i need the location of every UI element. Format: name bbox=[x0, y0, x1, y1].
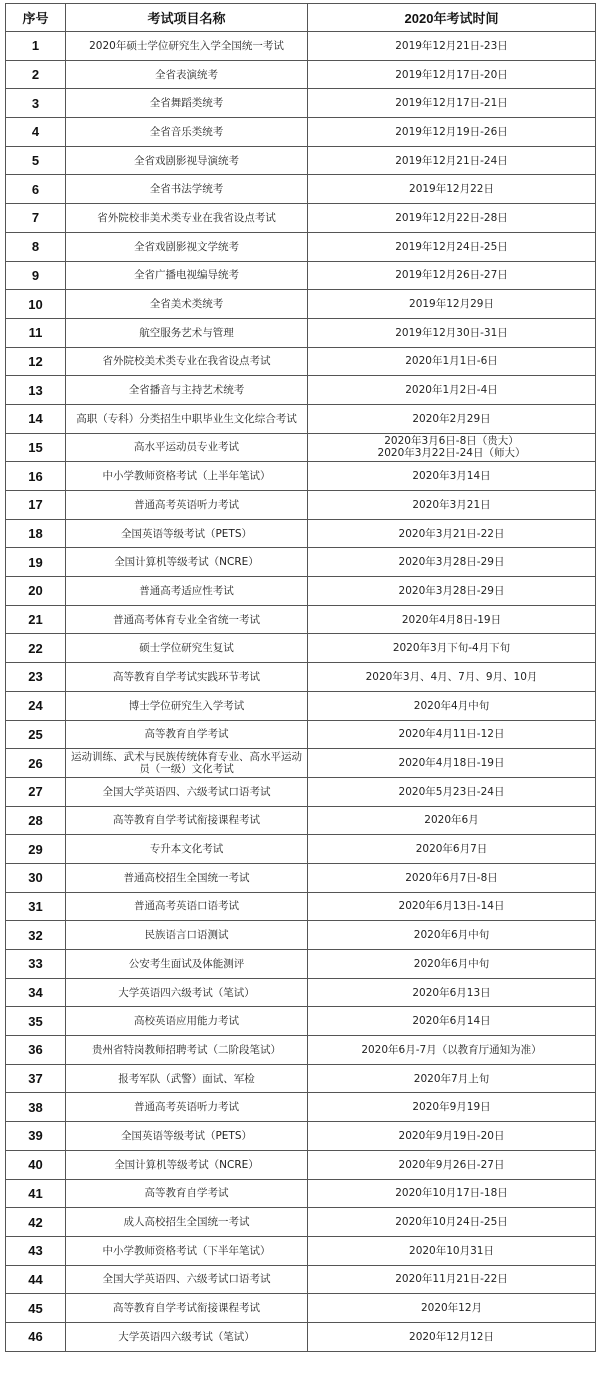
row-number: 24 bbox=[6, 691, 66, 720]
table-row bbox=[6, 1150, 596, 1179]
row-number: 16 bbox=[6, 462, 66, 491]
exam-date: 2020年9月19日-20日 bbox=[308, 1122, 596, 1151]
exam-date: 2020年3月6日-8日（贵大） 2020年3月22日-24日（师大） bbox=[308, 433, 596, 462]
row-number: 35 bbox=[6, 1007, 66, 1036]
exam-name: 中小学教师资格考试（下半年笔试） bbox=[66, 1236, 308, 1265]
row-number: 45 bbox=[6, 1294, 66, 1323]
exam-name: 全国英语等级考试（PETS） bbox=[66, 519, 308, 548]
table-row bbox=[6, 290, 596, 319]
exam-date: 2019年12月21日-23日 bbox=[308, 32, 596, 61]
exam-date: 2020年6月7日-8日 bbox=[308, 863, 596, 892]
exam-date: 2020年2月29日 bbox=[308, 404, 596, 433]
exam-date: 2020年3月28日-29日 bbox=[308, 577, 596, 606]
table-row bbox=[6, 60, 596, 89]
exam-name: 普通高考体育专业全省统一考试 bbox=[66, 605, 308, 634]
exam-name: 高等教育自学考试衔接课程考试 bbox=[66, 806, 308, 835]
exam-name: 硕士学位研究生复试 bbox=[66, 634, 308, 663]
row-number: 8 bbox=[6, 232, 66, 261]
exam-name: 2020年硕士学位研究生入学全国统一考试 bbox=[66, 32, 308, 61]
exam-date: 2020年4月中旬 bbox=[308, 691, 596, 720]
exam-date: 2020年6月中旬 bbox=[308, 950, 596, 979]
table-row bbox=[6, 1294, 596, 1323]
exam-name: 高等教育自学考试实践环节考试 bbox=[66, 663, 308, 692]
exam-name: 高校英语应用能力考试 bbox=[66, 1007, 308, 1036]
table-row bbox=[6, 32, 596, 61]
table-row bbox=[6, 806, 596, 835]
table-row bbox=[6, 777, 596, 806]
exam-name: 贵州省特岗教师招聘考试（二阶段笔试） bbox=[66, 1036, 308, 1065]
exam-name: 高水平运动员专业考试 bbox=[66, 433, 308, 462]
row-number: 41 bbox=[6, 1179, 66, 1208]
table-row bbox=[6, 519, 596, 548]
exam-name: 航空服务艺术与管理 bbox=[66, 318, 308, 347]
exam-date: 2020年4月8日-19日 bbox=[308, 605, 596, 634]
header-number: 序号 bbox=[6, 4, 66, 32]
exam-date: 2020年6月-7月（以教育厅通知为准） bbox=[308, 1036, 596, 1065]
row-number: 12 bbox=[6, 347, 66, 376]
exam-name: 博士学位研究生入学考试 bbox=[66, 691, 308, 720]
exam-name: 运动训练、武术与民族传统体育专业、高水平运动员（一级）文化考试 bbox=[66, 749, 308, 778]
exam-name: 全国大学英语四、六级考试口语考试 bbox=[66, 1265, 308, 1294]
exam-name: 全省播音与主持艺术统考 bbox=[66, 376, 308, 405]
exam-name: 全国英语等级考试（PETS） bbox=[66, 1122, 308, 1151]
table-row bbox=[6, 1179, 596, 1208]
table-row bbox=[6, 1208, 596, 1237]
row-number: 15 bbox=[6, 433, 66, 462]
table-row bbox=[6, 978, 596, 1007]
table-row bbox=[6, 835, 596, 864]
row-number: 17 bbox=[6, 491, 66, 520]
table-row bbox=[6, 634, 596, 663]
exam-date: 2020年1月1日-6日 bbox=[308, 347, 596, 376]
table-row bbox=[6, 404, 596, 433]
exam-date: 2020年6月13日-14日 bbox=[308, 892, 596, 921]
row-number: 36 bbox=[6, 1036, 66, 1065]
row-number: 21 bbox=[6, 605, 66, 634]
exam-date: 2019年12月22日-28日 bbox=[308, 204, 596, 233]
exam-name: 普通高校招生全国统一考试 bbox=[66, 863, 308, 892]
exam-date: 2020年10月24日-25日 bbox=[308, 1208, 596, 1237]
exam-name: 普通高考英语听力考试 bbox=[66, 491, 308, 520]
exam-date: 2020年6月 bbox=[308, 806, 596, 835]
exam-date: 2020年4月18日-19日 bbox=[308, 749, 596, 778]
table-row bbox=[6, 204, 596, 233]
exam-date: 2020年12月12日 bbox=[308, 1322, 596, 1351]
table-row bbox=[6, 89, 596, 118]
table-row bbox=[6, 318, 596, 347]
table-row bbox=[6, 950, 596, 979]
row-number: 44 bbox=[6, 1265, 66, 1294]
exam-date: 2020年11月21日-22日 bbox=[308, 1265, 596, 1294]
exam-name: 民族语言口语测试 bbox=[66, 921, 308, 950]
exam-name: 高等教育自学考试 bbox=[66, 720, 308, 749]
exam-date: 2020年5月23日-24日 bbox=[308, 777, 596, 806]
exam-name: 全国计算机等级考试（NCRE） bbox=[66, 1150, 308, 1179]
row-number: 34 bbox=[6, 978, 66, 1007]
row-number: 22 bbox=[6, 634, 66, 663]
row-number: 26 bbox=[6, 749, 66, 778]
table-row bbox=[6, 892, 596, 921]
table-row bbox=[6, 921, 596, 950]
table-row bbox=[6, 577, 596, 606]
table-row bbox=[6, 1322, 596, 1351]
exam-date: 2019年12月30日-31日 bbox=[308, 318, 596, 347]
exam-date: 2020年1月2日-4日 bbox=[308, 376, 596, 405]
row-number: 42 bbox=[6, 1208, 66, 1237]
exam-date: 2019年12月29日 bbox=[308, 290, 596, 319]
row-number: 7 bbox=[6, 204, 66, 233]
table-row bbox=[6, 433, 596, 462]
table-row bbox=[6, 691, 596, 720]
exam-name: 高等教育自学考试 bbox=[66, 1179, 308, 1208]
exam-date: 2019年12月17日-21日 bbox=[308, 89, 596, 118]
header-exam-date: 2020年考试时间 bbox=[308, 4, 596, 32]
row-number: 28 bbox=[6, 806, 66, 835]
table-row bbox=[6, 749, 596, 778]
exam-name: 专升本文化考试 bbox=[66, 835, 308, 864]
exam-name: 公安考生面试及体能测评 bbox=[66, 950, 308, 979]
row-number: 9 bbox=[6, 261, 66, 290]
row-number: 18 bbox=[6, 519, 66, 548]
exam-date: 2020年3月下旬-4月下旬 bbox=[308, 634, 596, 663]
exam-date: 2020年3月21日 bbox=[308, 491, 596, 520]
exam-date: 2020年6月中旬 bbox=[308, 921, 596, 950]
table-row bbox=[6, 261, 596, 290]
row-number: 19 bbox=[6, 548, 66, 577]
row-number: 23 bbox=[6, 663, 66, 692]
exam-name: 报考军队（武警）面试、军检 bbox=[66, 1064, 308, 1093]
table-row bbox=[6, 1236, 596, 1265]
table-row bbox=[6, 118, 596, 147]
row-number: 38 bbox=[6, 1093, 66, 1122]
table-row bbox=[6, 548, 596, 577]
exam-name: 全省广播电视编导统考 bbox=[66, 261, 308, 290]
exam-name: 高等教育自学考试衔接课程考试 bbox=[66, 1294, 308, 1323]
exam-name: 普通高考英语口语考试 bbox=[66, 892, 308, 921]
exam-date: 2020年3月14日 bbox=[308, 462, 596, 491]
exam-name: 普通高考英语听力考试 bbox=[66, 1093, 308, 1122]
table-row bbox=[6, 376, 596, 405]
row-number: 40 bbox=[6, 1150, 66, 1179]
exam-name: 普通高考适应性考试 bbox=[66, 577, 308, 606]
exam-name: 全省戏剧影视导演统考 bbox=[66, 146, 308, 175]
exam-date: 2020年10月17日-18日 bbox=[308, 1179, 596, 1208]
row-number: 46 bbox=[6, 1322, 66, 1351]
exam-date: 2020年3月、4月、7月、9月、10月 bbox=[308, 663, 596, 692]
row-number: 27 bbox=[6, 777, 66, 806]
table-row bbox=[6, 1122, 596, 1151]
exam-date: 2020年3月28日-29日 bbox=[308, 548, 596, 577]
exam-name: 中小学教师资格考试（上半年笔试） bbox=[66, 462, 308, 491]
row-number: 6 bbox=[6, 175, 66, 204]
exam-name: 全省舞蹈类统考 bbox=[66, 89, 308, 118]
table-row bbox=[6, 863, 596, 892]
exam-name: 全省音乐类统考 bbox=[66, 118, 308, 147]
exam-date: 2019年12月24日-25日 bbox=[308, 232, 596, 261]
exam-name: 全省书法学统考 bbox=[66, 175, 308, 204]
exam-name: 大学英语四六级考试（笔试） bbox=[66, 978, 308, 1007]
table-row bbox=[6, 1265, 596, 1294]
exam-name: 大学英语四六级考试（笔试） bbox=[66, 1322, 308, 1351]
table-row bbox=[6, 720, 596, 749]
table-row bbox=[6, 347, 596, 376]
table-row bbox=[6, 1093, 596, 1122]
row-number: 39 bbox=[6, 1122, 66, 1151]
exam-date: 2019年12月26日-27日 bbox=[308, 261, 596, 290]
exam-name: 全省表演统考 bbox=[66, 60, 308, 89]
header-row bbox=[6, 4, 596, 32]
exam-date: 2020年6月14日 bbox=[308, 1007, 596, 1036]
table-row bbox=[6, 605, 596, 634]
row-number: 1 bbox=[6, 32, 66, 61]
exam-date: 2019年12月22日 bbox=[308, 175, 596, 204]
exam-date: 2020年10月31日 bbox=[308, 1236, 596, 1265]
exam-name: 全省戏剧影视文学统考 bbox=[66, 232, 308, 261]
row-number: 5 bbox=[6, 146, 66, 175]
exam-date: 2019年12月19日-26日 bbox=[308, 118, 596, 147]
table-row bbox=[6, 232, 596, 261]
exam-name: 高职（专科）分类招生中职毕业生文化综合考试 bbox=[66, 404, 308, 433]
exam-date: 2019年12月21日-24日 bbox=[308, 146, 596, 175]
table-row bbox=[6, 1064, 596, 1093]
exam-name: 全省美术类统考 bbox=[66, 290, 308, 319]
exam-date: 2020年6月7日 bbox=[308, 835, 596, 864]
exam-name: 全国计算机等级考试（NCRE） bbox=[66, 548, 308, 577]
table-row bbox=[6, 146, 596, 175]
exam-date: 2020年3月21日-22日 bbox=[308, 519, 596, 548]
exam-name: 省外院校美术类专业在我省设点考试 bbox=[66, 347, 308, 376]
exam-name: 全国大学英语四、六级考试口语考试 bbox=[66, 777, 308, 806]
row-number: 29 bbox=[6, 835, 66, 864]
row-number: 31 bbox=[6, 892, 66, 921]
exam-date: 2020年9月26日-27日 bbox=[308, 1150, 596, 1179]
table-row bbox=[6, 1007, 596, 1036]
exam-date: 2020年9月19日 bbox=[308, 1093, 596, 1122]
row-number: 11 bbox=[6, 318, 66, 347]
exam-date: 2020年4月11日-12日 bbox=[308, 720, 596, 749]
row-number: 4 bbox=[6, 118, 66, 147]
row-number: 2 bbox=[6, 60, 66, 89]
row-number: 30 bbox=[6, 863, 66, 892]
exam-date: 2020年7月上旬 bbox=[308, 1064, 596, 1093]
row-number: 20 bbox=[6, 577, 66, 606]
header-exam-name: 考试项目名称 bbox=[66, 4, 308, 32]
exam-name: 成人高校招生全国统一考试 bbox=[66, 1208, 308, 1237]
table-row bbox=[6, 462, 596, 491]
row-number: 14 bbox=[6, 404, 66, 433]
row-number: 43 bbox=[6, 1236, 66, 1265]
table-row bbox=[6, 491, 596, 520]
exam-date: 2019年12月17日-20日 bbox=[308, 60, 596, 89]
row-number: 3 bbox=[6, 89, 66, 118]
exam-date: 2020年6月13日 bbox=[308, 978, 596, 1007]
table-row bbox=[6, 1036, 596, 1065]
row-number: 10 bbox=[6, 290, 66, 319]
exam-date: 2020年12月 bbox=[308, 1294, 596, 1323]
exam-name: 省外院校非美术类专业在我省设点考试 bbox=[66, 204, 308, 233]
row-number: 13 bbox=[6, 376, 66, 405]
row-number: 32 bbox=[6, 921, 66, 950]
row-number: 37 bbox=[6, 1064, 66, 1093]
table-row bbox=[6, 175, 596, 204]
row-number: 33 bbox=[6, 950, 66, 979]
exam-schedule-table bbox=[5, 3, 596, 1352]
table-row bbox=[6, 663, 596, 692]
row-number: 25 bbox=[6, 720, 66, 749]
